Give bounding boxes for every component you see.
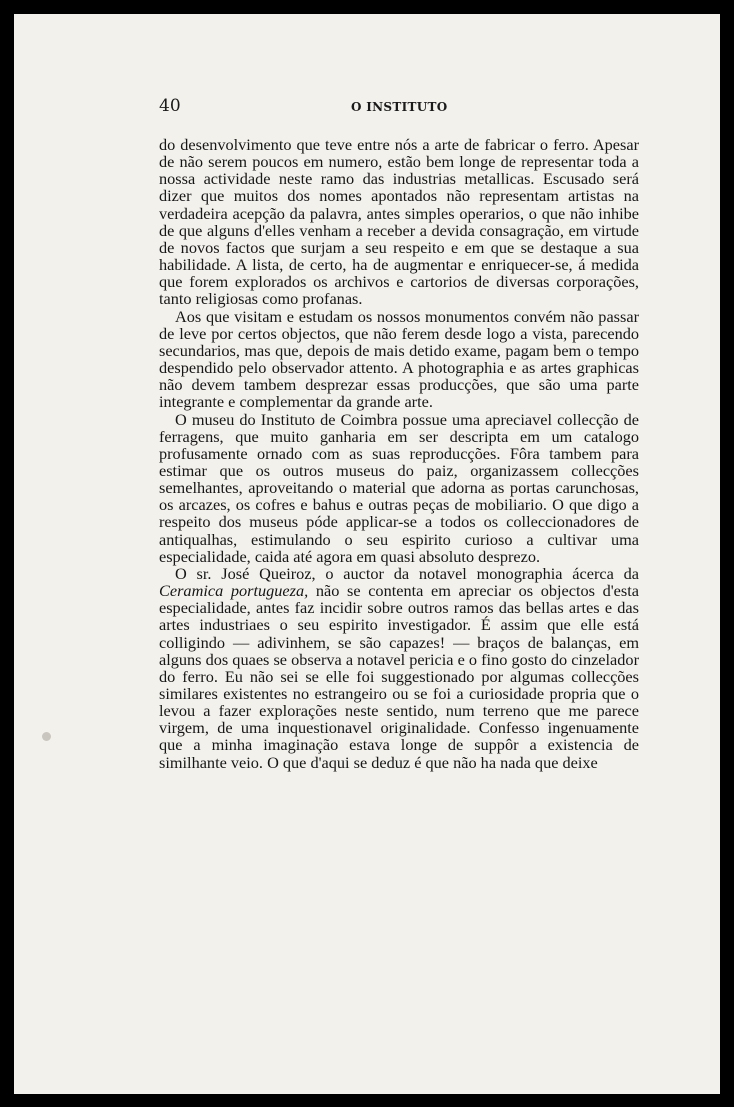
page-header (159, 96, 639, 120)
paragraph-4-lead: O sr. José Queiroz, o auctor da notavel monographia ácerca da (175, 563, 639, 583)
paragraph-3: O museu do Instituto de Coimbra possue uma apreciavel collecção de ferragens, que muito ganharia em ser descripta em um catalogo profusamente ornado com as suas reproducções. Fôra tambem para estimar que os outros museus do paiz, organizassem collecções semelhantes, aproveitando o material que adorna as portas carunchosas, os arcazes, os cofres e bahus e outras peças de mobiliario. O que digo a respeito dos museus póde applicar-se a todos os colleccionadores de antiqualhas, estimulando o seu espirito curioso a cultivar uma especialidade, caida até agora em quasi absoluto desprezo. (159, 409, 639, 566)
paragraph-4 (159, 565, 639, 771)
paragraph-2: Aos que visitam e estudam os nossos monumentos convém não passar de leve por certos objectos, que não ferem desde logo a vista, parecendo secundarios, mas que, depois de mais detido exame, pagam bem o tempo despendido pelo observador attento. A photographia e as artes graphicas não devem tambem desprezar essas producções, que são uma parte integrante e complementar da grande arte. (159, 306, 639, 412)
book-page (14, 14, 720, 1094)
book-title: Ceramica portugueza, (159, 581, 309, 601)
running-title: O INSTITUTO (351, 100, 448, 114)
page-number: 40 (159, 96, 181, 116)
paper-speck (42, 732, 51, 741)
paragraph-4-rest: não se contenta em apreciar os objectos d'esta especialidade, antes faz incidir sobre outros ramos das bellas artes e das artes industriaes o seu espirito investigador. É assim que elle está colligindo — adivinhem, se são capazes! — braços de balanças, em alguns dos quaes se observa a notavel pericia e o fino gosto do cinzelador do ferro. Eu não sei se elle foi suggestionado por algumas collecções similares existentes no estrangeiro ou se foi a curiosidade propria que o levou a fazer explorações neste sentido, num terreno que me parece virgem, de uma inquestionavel originalidade. Confesso ingenuamente que a minha imaginação estava longe de suppôr a existencia de similhante veio. O que d'aqui se deduz é que não ha nada que deixe (159, 581, 639, 772)
body-text (159, 136, 639, 771)
paragraph-1: do desenvolvimento que teve entre nós a arte de fabricar o ferro. Apesar de não serem poucos em numero, estão bem longe de representar toda a nossa actividade neste ramo das industrias metallicas. Escusado será dizer que muitos dos nomes apontados não representam artistas na verdadeira acepção da palavra, antes simples operarios, o que não inhibe de que alguns d'elles venham a receber a devida consagração, em virtude de novos factos que surjam a seu respeito e em que se destaque a sua habilidade. A lista, de certo, ha de augmentar e enriquecer-se, á medida que forem explorados os archivos e cartorios de diversas corporações, tanto religiosas como profanas. (159, 135, 639, 309)
